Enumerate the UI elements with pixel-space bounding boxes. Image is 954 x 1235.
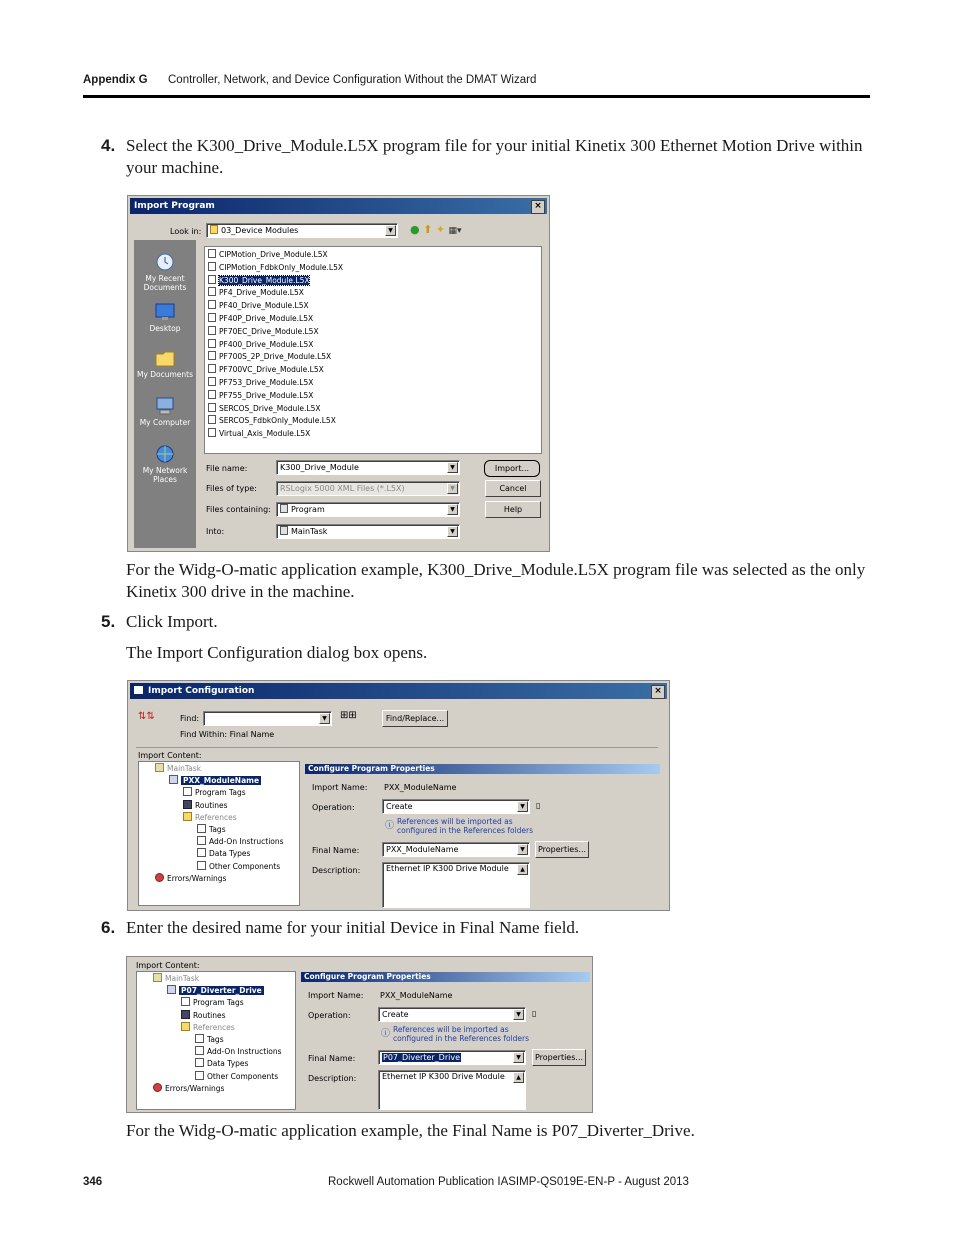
file-name-text: PF70EC_Drive_Module.L5X (219, 326, 319, 336)
look-in-label: Look in: (170, 227, 202, 236)
final-name-value: P07_Diverter_Drive (383, 1053, 461, 1062)
l5x-file-icon (208, 313, 216, 322)
up-folder-icon[interactable]: ⬆ (423, 223, 433, 236)
tags-icon (181, 997, 190, 1006)
tree-item-label: Routines (193, 1010, 226, 1020)
file-list-item[interactable] (208, 390, 313, 402)
step-6-number: 6. (101, 918, 116, 937)
find-label: Find: (180, 714, 200, 723)
tree-item-label: Other Components (209, 861, 281, 871)
file-list-item[interactable] (208, 377, 313, 389)
network-globe-icon (154, 444, 176, 464)
description-value: Ethernet IP K300 Drive Module (386, 864, 509, 873)
program-icon (280, 504, 288, 513)
tree-item[interactable] (195, 1058, 248, 1070)
files-containing-label: Files containing: (206, 505, 271, 514)
scroll-up-icon[interactable]: ▲ (513, 1072, 524, 1083)
final-name-value: PXX_ModuleName (386, 845, 459, 854)
references-note: References will be imported as configured in the References folders (397, 817, 534, 835)
into-select[interactable] (276, 524, 460, 539)
chevron-down-icon[interactable]: ▼ (385, 225, 396, 236)
chevron-down-icon[interactable]: ▼ (447, 483, 458, 494)
l5x-file-icon (208, 351, 216, 360)
file-name-text: SERCOS_FdbkOnly_Module.L5X (219, 416, 336, 426)
tree-item-label: Program Tags (195, 788, 246, 798)
file-name-text: PF700VC_Drive_Module.L5X (219, 365, 324, 375)
tree-item-label: Add-On Instructions (209, 837, 284, 847)
tags-icon (195, 1034, 204, 1043)
task-icon (153, 973, 162, 982)
clock-icon (154, 252, 176, 272)
properties-button[interactable]: Properties... (535, 841, 589, 858)
publication-info: Rockwell Automation Publication IASIMP-QS019E-EN-P - August 2013 (328, 1176, 689, 1188)
tree-item[interactable] (197, 824, 226, 836)
final-name-label: Final Name: (308, 1054, 356, 1063)
l5x-file-icon (208, 300, 216, 309)
import-name-label: Import Name: (308, 991, 364, 1000)
tree-item-label: Errors/Warnings (167, 873, 227, 883)
tree-item-label: PXX_ModuleName (183, 776, 260, 786)
cancel-button[interactable]: Cancel (485, 480, 541, 497)
tree-item-label: MainTask (165, 974, 200, 983)
tree-item[interactable] (197, 861, 280, 873)
computer-icon (154, 396, 176, 416)
dialog-title: Import Program (134, 201, 215, 211)
tree-item[interactable] (155, 763, 201, 775)
step-5-text: Click Import. (126, 612, 218, 631)
file-name-text: CIPMotion_Drive_Module.L5X (219, 250, 328, 259)
file-list (204, 246, 542, 454)
l5x-file-icon (208, 262, 216, 271)
file-list-item[interactable] (208, 249, 328, 261)
place-my-recent-documents[interactable] (134, 252, 196, 292)
tree-item[interactable] (181, 1010, 226, 1022)
look-in-value: 03_Device Modules (221, 226, 299, 235)
program-icon (169, 775, 178, 784)
task-icon (155, 763, 164, 772)
routines-icon (181, 1010, 190, 1019)
l5x-file-icon (208, 390, 216, 399)
close-icon[interactable]: × (531, 200, 545, 214)
tree-item-label: Tags (209, 825, 226, 834)
tree-item[interactable] (195, 1034, 224, 1046)
l5x-file-icon (208, 249, 216, 258)
running-header (83, 74, 537, 86)
operation-select[interactable] (378, 1007, 526, 1022)
page-number: 346 (83, 1176, 103, 1188)
tree-item-label: MainTask (167, 764, 202, 773)
file-list-item[interactable] (208, 262, 343, 274)
import-name-value: PXX_ModuleName (384, 783, 457, 792)
tree-item-label: P07_Diverter_Drive (181, 986, 262, 996)
file-name-text: PF40P_Drive_Module.L5X (219, 314, 314, 323)
l5x-file-icon (208, 364, 216, 373)
operation-label: Operation: (308, 1011, 351, 1020)
data-types-icon (197, 848, 206, 857)
file-list-item[interactable] (208, 287, 304, 299)
find-replace-button[interactable]: Find/Replace... (382, 710, 448, 727)
description-label: Description: (312, 866, 361, 875)
import-button[interactable]: Import... (484, 460, 540, 477)
errors-icon (155, 873, 164, 882)
place-label: My Network Places (142, 466, 188, 484)
import-program-dialog (127, 195, 550, 552)
desktop-icon (154, 302, 176, 322)
import-name-value: PXX_ModuleName (380, 991, 453, 1000)
panel-title: Configure Program Properties (305, 764, 660, 774)
into-label: Into: (206, 527, 225, 536)
import-content-label: Import Content: (136, 961, 200, 970)
header-title: Controller, Network, and Device Configuration Without the DMAT Wizard (168, 74, 537, 86)
tree-item-label: Other Components (207, 1071, 279, 1081)
header-section: Appendix G (83, 74, 148, 86)
find-arrows-icon[interactable]: ⇅⇅ (138, 711, 155, 722)
chevron-down-icon[interactable]: ▼ (513, 1009, 524, 1020)
properties-panel (302, 761, 660, 906)
scroll-up-icon[interactable]: ▲ (517, 864, 528, 875)
description-textarea[interactable] (378, 1070, 526, 1110)
folder-icon (210, 225, 218, 234)
tree-item[interactable] (155, 873, 226, 885)
find-within-label: Find Within: Final Name (180, 730, 275, 739)
components-icon (197, 861, 206, 870)
file-list-item[interactable] (208, 403, 320, 415)
back-icon[interactable]: ● (410, 223, 420, 236)
dialog-title: Import Configuration (148, 686, 255, 696)
import-content-tree (136, 971, 296, 1110)
operation-value: Create (382, 1010, 409, 1019)
file-name-text: PF4_Drive_Module.L5X (219, 288, 304, 298)
file-list-item[interactable] (208, 300, 309, 312)
file-name-label: File name: (206, 464, 248, 473)
file-list-item[interactable] (208, 275, 309, 287)
place-desktop[interactable] (134, 302, 196, 333)
tree-item[interactable] (195, 1071, 278, 1083)
find-input[interactable] (203, 711, 332, 726)
tags-icon (183, 787, 192, 796)
chevron-down-icon[interactable]: ▼ (447, 504, 458, 515)
file-name-text: SERCOS_Drive_Module.L5X (219, 403, 321, 413)
file-name-text: K300_Drive_Module.L5X (219, 275, 310, 285)
file-list-item[interactable] (208, 415, 336, 427)
import-content-tree (138, 761, 300, 906)
file-list-item[interactable] (208, 339, 313, 351)
file-name-input[interactable] (276, 460, 460, 475)
dialog-title-bar (130, 198, 547, 214)
files-type-label: Files of type: (206, 484, 257, 493)
tree-item[interactable] (153, 1083, 224, 1095)
program-icon (167, 985, 176, 994)
document-icon[interactable]: ▯ (532, 1009, 537, 1018)
file-name-value: K300_Drive_Module (280, 463, 359, 472)
file-list-item[interactable] (208, 428, 310, 440)
info-icon: ⓘ (381, 1029, 391, 1039)
l5x-file-icon (208, 428, 216, 437)
close-icon[interactable]: × (651, 685, 665, 699)
errors-icon (153, 1083, 162, 1092)
help-button[interactable]: Help (485, 501, 541, 518)
file-name-text: PF700S_2P_Drive_Module.L5X (219, 352, 332, 362)
references-folder-icon (181, 1022, 190, 1031)
chevron-down-icon[interactable]: ▼ (319, 713, 330, 724)
files-containing-select[interactable] (276, 502, 460, 517)
tree-item-label: Data Types (207, 1059, 249, 1069)
files-containing-value: Program (291, 505, 325, 514)
document-icon[interactable]: ▯ (536, 801, 541, 810)
references-folder-icon (183, 812, 192, 821)
tree-item[interactable] (197, 848, 250, 860)
divider (136, 747, 658, 748)
tree-item-label: Tags (207, 1035, 224, 1044)
step-6-text: Enter the desired name for your initial Device in Final Name field. (126, 918, 580, 937)
place-label: My Computer (139, 418, 191, 427)
info-icon: ⓘ (385, 821, 395, 831)
chevron-down-icon[interactable]: ▼ (447, 526, 458, 537)
tree-item-label: Data Types (209, 849, 251, 859)
references-note: References will be imported as configured in the References folders (393, 1025, 530, 1043)
description-textarea[interactable] (382, 862, 530, 908)
tree-item-label: References (193, 1022, 235, 1032)
new-folder-icon[interactable]: ✦ (435, 223, 446, 236)
aoi-icon (195, 1046, 204, 1055)
l5x-file-icon (208, 415, 216, 424)
import-configuration-detail (126, 956, 593, 1113)
find-buttons-icon[interactable]: ⊞⊞ (340, 710, 357, 721)
step-5-note: The Import Configuration dialog box opens. (126, 643, 428, 662)
import-content-label: Import Content: (138, 751, 202, 760)
documents-folder-icon (154, 348, 176, 368)
l5x-file-icon (208, 275, 216, 284)
task-icon (280, 526, 288, 535)
panel-title: Configure Program Properties (301, 972, 590, 982)
tree-item[interactable] (153, 973, 199, 985)
file-name-text: CIPMotion_FdbkOnly_Module.L5X (219, 262, 343, 272)
file-list-item[interactable] (208, 313, 313, 325)
tree-item[interactable] (181, 1022, 235, 1034)
tree-item-label: Routines (195, 800, 228, 810)
l5x-file-icon (208, 377, 216, 386)
l5x-file-icon (208, 287, 216, 296)
chevron-down-icon[interactable]: ▼ (513, 1052, 524, 1063)
operation-label: Operation: (312, 803, 355, 812)
routines-icon (183, 800, 192, 809)
dialog-title-bar (130, 683, 667, 699)
tags-icon (197, 824, 206, 833)
final-name-input[interactable] (382, 842, 530, 857)
l5x-file-icon (208, 326, 216, 335)
chevron-down-icon[interactable]: ▼ (517, 844, 528, 855)
final-name-label: Final Name: (312, 846, 360, 855)
window-icon (134, 686, 143, 694)
tree-item[interactable] (197, 836, 284, 848)
place-my-computer[interactable] (134, 396, 196, 427)
final-name-input[interactable] (378, 1050, 526, 1065)
place-label: My Documents (136, 370, 194, 379)
description-label: Description: (308, 1074, 357, 1083)
chevron-down-icon[interactable]: ▼ (447, 462, 458, 473)
l5x-file-icon (208, 403, 216, 412)
tree-item[interactable] (183, 787, 246, 799)
description-value: Ethernet IP K300 Drive Module (382, 1072, 505, 1081)
data-types-icon (195, 1058, 204, 1067)
tree-item-label: Program Tags (193, 998, 244, 1008)
places-bar (134, 240, 196, 548)
place-label: My Recent Documents (143, 274, 187, 292)
properties-button[interactable]: Properties... (532, 1049, 586, 1066)
into-value: MainTask (291, 527, 328, 536)
step-6-note: For the Widg-O-matic application example, the Final Name is P07_Diverter_Drive. (126, 1121, 695, 1140)
import-configuration-dialog (127, 680, 670, 911)
step-5-number: 5. (101, 612, 116, 631)
tree-item[interactable] (183, 812, 237, 824)
files-type-value: RSLogix 5000 XML Files (*.L5X) (280, 484, 405, 493)
place-my-documents[interactable] (134, 348, 196, 379)
tree-item[interactable] (181, 997, 244, 1009)
files-type-select[interactable] (276, 481, 460, 496)
tree-item-label: Add-On Instructions (207, 1047, 282, 1057)
toolbar-icons (410, 224, 462, 237)
place-my-network-places[interactable] (134, 444, 196, 484)
view-menu-icon[interactable]: ▦▾ (448, 226, 462, 236)
operation-value: Create (386, 802, 413, 811)
file-list-item[interactable] (208, 326, 319, 338)
file-name-text: PF753_Drive_Module.L5X (219, 378, 314, 387)
file-name-text: PF40_Drive_Module.L5X (219, 301, 309, 311)
step-4-number: 4. (101, 136, 116, 155)
properties-panel (298, 971, 590, 1112)
file-list-item[interactable] (208, 364, 324, 376)
tree-item[interactable] (167, 985, 264, 997)
aoi-icon (197, 836, 206, 845)
tree-item[interactable] (195, 1046, 282, 1058)
components-icon (195, 1071, 204, 1080)
tree-item[interactable] (169, 775, 261, 787)
tree-item-label: Errors/Warnings (165, 1083, 225, 1093)
tree-item[interactable] (183, 800, 228, 812)
place-label: Desktop (149, 324, 181, 333)
l5x-file-icon (208, 339, 216, 348)
chevron-down-icon[interactable]: ▼ (517, 801, 528, 812)
look-in-select[interactable] (206, 223, 398, 238)
file-name-text: Virtual_Axis_Module.L5X (219, 429, 311, 439)
operation-select[interactable] (382, 799, 530, 814)
step-4-note: For the Widg-O-matic application example, K300_Drive_Module.L5X program file was selected as the only Kinetix 300 drive in the machine. (126, 560, 866, 601)
import-name-label: Import Name: (312, 783, 368, 792)
file-name-text: PF400_Drive_Module.L5X (219, 339, 314, 349)
file-list-item[interactable] (208, 351, 331, 363)
header-rule (83, 95, 870, 98)
tree-item-label: References (195, 812, 237, 822)
file-name-text: PF755_Drive_Module.L5X (219, 390, 314, 400)
step-4-text: Select the K300_Drive_Module.L5X program file for your initial Kinetix 300 Ethernet Motion Drive within your machine. (126, 136, 863, 177)
